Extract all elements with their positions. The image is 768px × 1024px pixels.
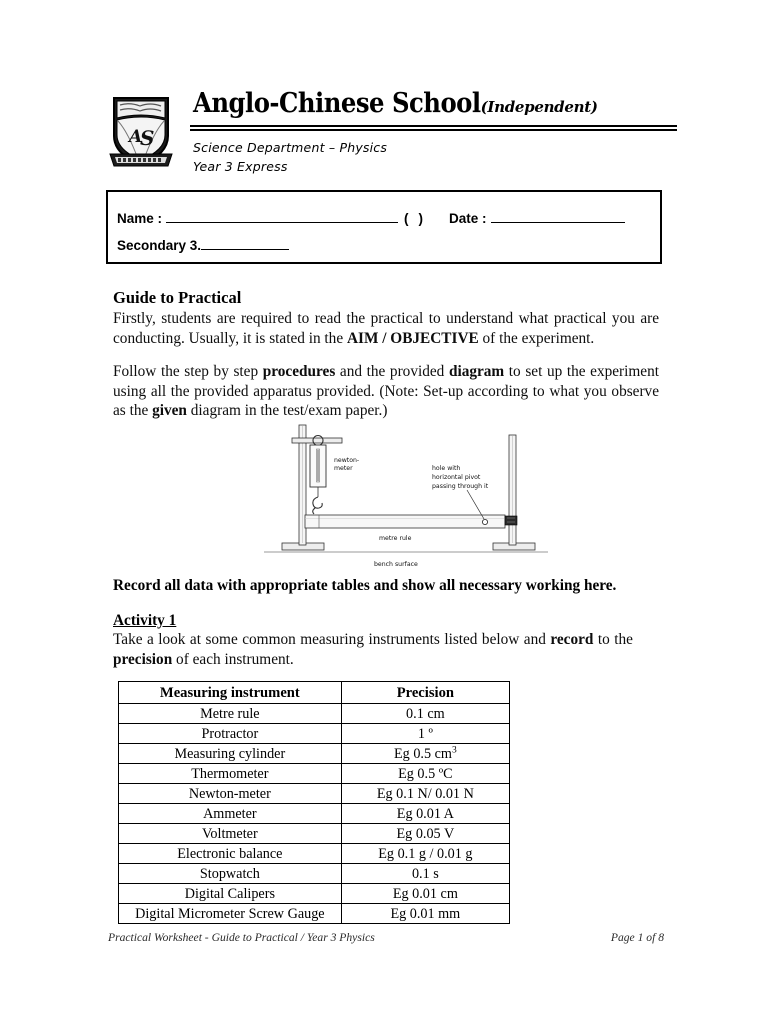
activity-intro <box>113 630 633 669</box>
precision-table-body <box>119 704 510 924</box>
activity-intro-part-a: Take a look at some common measuring instruments listed below and <box>113 631 551 648</box>
name-input-line[interactable] <box>166 209 398 223</box>
table-row <box>119 704 510 724</box>
given-emphasis: given <box>152 402 187 419</box>
guide-paragraph-2 <box>113 362 659 421</box>
cell-precision: 0.1 cm <box>341 704 509 724</box>
table-row <box>119 824 510 844</box>
student-info-box <box>106 190 662 264</box>
date-input-line[interactable] <box>491 209 625 223</box>
guide-p2-part-b: and the provided <box>335 363 449 380</box>
table-row <box>119 904 510 924</box>
cell-instrument: Metre rule <box>119 704 342 724</box>
header-divider <box>190 125 677 131</box>
guide-p2-part-d: diagram in the test/exam paper.) <box>186 402 388 419</box>
secondary-input-line[interactable] <box>201 236 289 250</box>
table-row <box>119 844 510 864</box>
diagram-label-bench-surface: bench surface <box>374 561 418 568</box>
activity-heading: Activity 1 <box>113 612 177 629</box>
table-row <box>119 804 510 824</box>
name-label: Name : <box>117 211 163 226</box>
svg-text:A: A <box>129 127 143 147</box>
footer-left-text: Practical Worksheet - Guide to Practical / Year 3 Physics <box>108 931 375 944</box>
footer-page-number: Page 1 of 8 <box>610 931 664 944</box>
cell-instrument: Protractor <box>119 724 342 744</box>
cell-precision: Eg 0.01 cm <box>341 884 509 904</box>
cell-precision: Eg 0.5 $cm^3$ <box>341 744 509 764</box>
activity-intro-part-c: of each instrument. <box>172 650 294 668</box>
record-instruction: Record all data with appropriate tables and show all necessary working here. <box>113 577 617 594</box>
cell-precision: Eg 0.5 ºC <box>341 764 509 784</box>
guide-p1-part-b: of the experiment. <box>478 329 595 347</box>
school-suffix: (Independent) <box>480 98 598 116</box>
cell-instrument: Thermometer <box>119 764 342 784</box>
guide-paragraph-1 <box>113 309 659 348</box>
cell-instrument: Ammeter <box>119 804 342 824</box>
col-header-precision: Precision <box>341 682 509 704</box>
precision-table <box>118 681 510 924</box>
school-crest-icon <box>108 92 174 170</box>
cell-precision: Eg 0.1 N/ 0.01 N <box>341 784 509 804</box>
svg-text:S: S <box>140 126 155 150</box>
date-label: Date : <box>449 211 487 226</box>
school-name: Anglo-Chinese School <box>193 88 481 119</box>
secondary-row <box>117 236 289 253</box>
aim-objective-emphasis: AIM / OBJECTIVE <box>346 329 479 347</box>
cell-instrument: Digital Calipers <box>119 884 342 904</box>
guide-heading: Guide to Practical <box>113 288 242 307</box>
diagram-label-hole-line1: hole with <box>432 465 461 472</box>
cell-instrument: Newton-meter <box>119 784 342 804</box>
year-level-label: Year 3 Express <box>193 159 288 174</box>
cell-precision: Eg 0.01 A <box>341 804 509 824</box>
guide-p2-part-c: to set up the experiment using all the provided apparatus provided. (Note: Set-up according to what you observe as the <box>113 363 659 419</box>
apparatus-diagram <box>262 421 550 569</box>
diagram-label-metre-rule: metre rule <box>379 535 412 542</box>
diagram-label-newton-meter-line2: meter <box>334 465 353 472</box>
document-header <box>105 88 675 180</box>
school-title <box>193 88 598 119</box>
diagram-label-hole-line3: passing through it <box>432 483 489 490</box>
table-row <box>119 864 510 884</box>
cell-instrument: Digital Micrometer Screw Gauge <box>119 904 342 924</box>
cell-instrument: Measuring cylinder <box>119 744 342 764</box>
procedures-emphasis: procedures <box>262 363 336 380</box>
table-row <box>119 784 510 804</box>
class-index-parens[interactable]: () <box>404 211 434 226</box>
diagram-label-hole-line2: horizontal pivot <box>432 474 481 481</box>
cell-precision: Eg 0.1 g / 0.01 g <box>341 844 509 864</box>
table-row <box>119 764 510 784</box>
activity-intro-part-b: to the <box>593 631 633 648</box>
cell-precision: Eg 0.01 mm <box>341 904 509 924</box>
cell-precision: 1 º <box>341 724 509 744</box>
cell-precision: 0.1 s <box>341 864 509 884</box>
name-date-row <box>117 209 625 226</box>
cell-instrument: Electronic balance <box>119 844 342 864</box>
precision-emphasis: precision <box>113 650 173 668</box>
guide-p2-part-a: Follow the step by step <box>113 363 263 380</box>
diagram-label-newton-meter-line1: newton- <box>334 457 360 464</box>
department-label: Science Department – Physics <box>193 140 388 155</box>
table-row <box>119 744 510 764</box>
guide-p1-part-a: Firstly, students are required to read the practical to understand what practical you are conducting. Usually, it is stated in the <box>113 310 659 347</box>
col-header-instrument: Measuring instrument <box>119 682 342 704</box>
secondary-label: Secondary 3. <box>117 238 202 253</box>
page-footer <box>108 931 664 947</box>
record-emphasis: record <box>550 631 594 648</box>
table-row <box>119 884 510 904</box>
cell-instrument: Stopwatch <box>119 864 342 884</box>
table-row <box>119 724 510 744</box>
diagram-emphasis: diagram <box>448 363 505 380</box>
table-header-row <box>119 682 510 704</box>
cell-precision: Eg 0.05 V <box>341 824 509 844</box>
precision-table-wrapper <box>118 681 510 924</box>
cell-instrument: Voltmeter <box>119 824 342 844</box>
